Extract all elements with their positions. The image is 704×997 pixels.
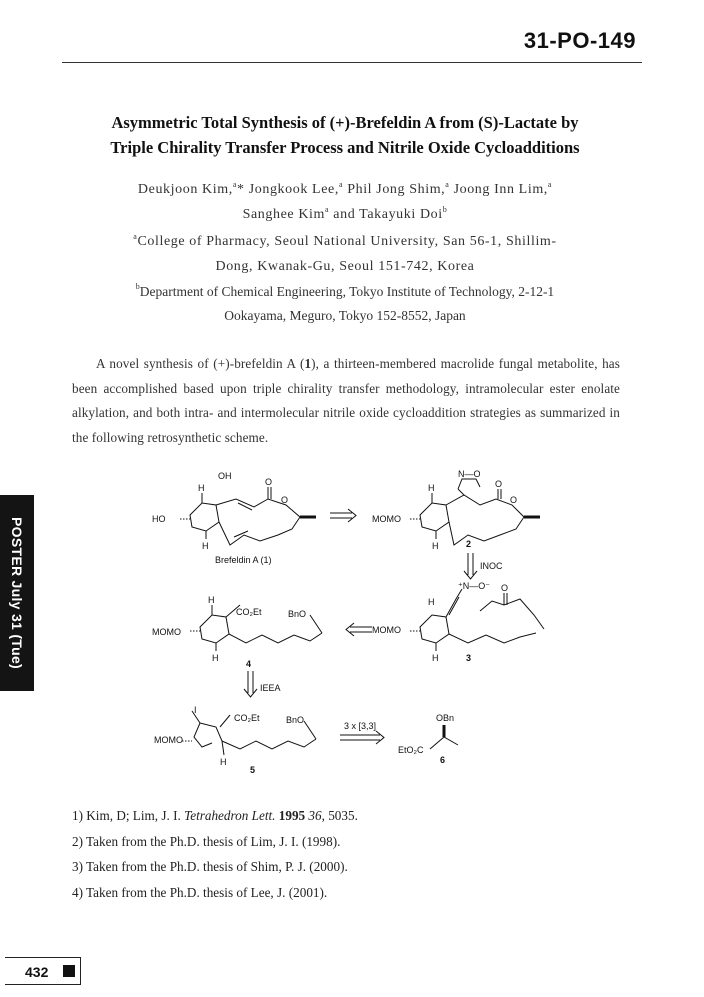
side-tab: [0, 495, 34, 691]
label-h-top-1: H: [198, 483, 205, 493]
compound-number-6: 6: [440, 755, 446, 765]
label-ieea: IEEA: [260, 683, 281, 693]
label-o-1a: O: [265, 477, 273, 487]
structure-6: [430, 725, 458, 749]
paper-title: [60, 110, 630, 160]
retro-arrow-5-6: [340, 731, 384, 744]
label-nitrile-oxide: ⁺N—O⁻: [458, 581, 491, 591]
label-inoc: INOC: [480, 561, 503, 571]
label-co2et-5: CO₂Et: [234, 713, 260, 723]
label-claisen: 3 x [3,3]: [344, 721, 377, 731]
references: [72, 803, 358, 905]
label-h-5: H: [220, 757, 227, 767]
compound-number-5: 5: [250, 765, 256, 775]
label-h-top-2: H: [428, 483, 435, 493]
label-h-bottom-4: H: [212, 653, 219, 663]
affiliation-a-line-2: Dong, Kwanak-Gu, Seoul 151-742, Korea: [215, 259, 475, 274]
reference-3: 3) Taken from the Ph.D. thesis of Shim, P. J. (2000).: [72, 859, 348, 874]
structure-brefeldin-a: [180, 487, 316, 545]
ref-1-journal: Tetrahedron Lett.: [184, 808, 276, 823]
label-iodide: I: [194, 705, 197, 715]
page-number-box: [5, 957, 81, 985]
author-4-mark: a: [547, 180, 553, 189]
author-6: Takayuki Doi: [359, 207, 443, 222]
title-line-1: Asymmetric Total Synthesis of (+)-Brefeldin A from (S)-Lactate by: [111, 113, 579, 132]
reference-1: [72, 803, 358, 829]
side-tab-text: POSTER July 31 (Tue): [9, 517, 25, 669]
authors-line-1: [60, 182, 630, 198]
label-co2et-4: CO₂Et: [236, 607, 262, 617]
author-5: Sanghee Kim: [242, 207, 326, 222]
author-1-mark: a: [232, 180, 237, 189]
reference-2: 2) Taken from the Ph.D. thesis of Lim, J. I. (1998).: [72, 833, 341, 849]
author-1-star: *: [236, 182, 245, 197]
affiliation-a-text-1: College of Pharmacy, Seoul National University, San 56-1, Shillim-: [137, 234, 557, 249]
label-bno-4: BnO: [288, 609, 307, 619]
reference-4: 4) Taken from the Ph.D. thesis of Lee, J. (2001).: [72, 884, 328, 900]
label-h-top-3: H: [428, 597, 435, 607]
author-1: Deukjoon Kim,: [137, 182, 233, 197]
authors-line-2: [60, 207, 630, 223]
ref-1-authors: 1) Kim, D; Lim, J. I.: [72, 808, 185, 823]
affiliation-a-mark: a: [133, 232, 138, 241]
page-number: 432: [25, 964, 49, 980]
author-2-mark: a: [338, 180, 344, 189]
retro-arrow-4-5: [244, 671, 257, 697]
label-o-3: O: [501, 583, 509, 593]
compound-number-2: 2: [466, 539, 472, 549]
author-and: and: [333, 207, 356, 222]
label-n-o: N—O: [458, 469, 481, 479]
affiliation-b-text-1: Department of Chemical Engineering, Tokyo Institute of Technology, 2-12-1: [139, 284, 555, 299]
abstract-part-1: A novel synthesis of (+)-brefeldin A (: [96, 356, 305, 371]
retro-arrow-3-4: [346, 623, 372, 636]
label-ho: HO: [152, 514, 166, 524]
label-momo-5: MOMO: [154, 735, 183, 745]
label-h-bottom-2: H: [432, 541, 439, 551]
retro-arrow-1-2: [330, 509, 356, 522]
affiliation-a-line-1: [60, 234, 630, 250]
label-momo-3: MOMO: [372, 625, 401, 635]
author-4: Joong Inn Lim,: [453, 182, 548, 197]
abstract-paragraph: [72, 352, 620, 450]
retro-arrow-2-3: [464, 553, 477, 579]
affiliation-b-mark: b: [135, 282, 140, 291]
label-obn-6: OBn: [436, 713, 455, 723]
label-o-1b: O: [281, 495, 289, 505]
poster-code: 31-PO-149: [523, 28, 636, 53]
retrosynthetic-scheme: [140, 465, 560, 785]
label-h-bottom-3: H: [432, 653, 439, 663]
abstract-compound-number: 1: [304, 356, 312, 371]
title-line-2: Triple Chirality Transfer Process and Nitrile Oxide Cycloadditions: [110, 138, 580, 157]
ref-1-year: 1995: [275, 808, 306, 823]
label-momo-2: MOMO: [372, 514, 401, 524]
affiliation-b-line-1: [60, 284, 630, 300]
compound-number-3: 3: [466, 653, 472, 663]
author-6-mark: b: [442, 205, 448, 214]
label-bno-5: BnO: [286, 715, 305, 725]
author-2: Jongkook Lee,: [248, 182, 339, 197]
author-3-mark: a: [445, 180, 450, 189]
compound-number-4: 4: [246, 659, 252, 669]
author-5-mark: a: [325, 205, 330, 214]
ref-1-volume: 36: [305, 808, 322, 823]
label-o-2b: O: [510, 495, 518, 505]
label-brefeldin: Brefeldin A (1): [215, 555, 272, 565]
affiliation-b-line-2: Ookayama, Meguro, Tokyo 152-8552, Japan: [224, 308, 466, 323]
label-eto2c-6: EtO₂C: [398, 745, 424, 755]
header-rule: [62, 62, 642, 63]
author-3: Phil Jong Shim,: [347, 182, 446, 197]
abstract-part-2: ), a thirteen-membered macrolide fungal metabolite, has been accomplished based upon triple chirality transfer methodology, intramolecular ester enolate alkylation, and both intra- and intermolecular nitrile oxide cycloaddition strategies as summarized in the following retrosynthetic scheme.: [72, 356, 620, 445]
label-o-2a: O: [495, 479, 503, 489]
label-momo-4: MOMO: [152, 627, 181, 637]
ref-1-pages: , 5035.: [321, 808, 358, 823]
page-square-marker: [63, 965, 75, 977]
label-h-top-4: H: [208, 595, 215, 605]
label-h-bottom-1: H: [202, 541, 209, 551]
label-oh: OH: [218, 471, 232, 481]
